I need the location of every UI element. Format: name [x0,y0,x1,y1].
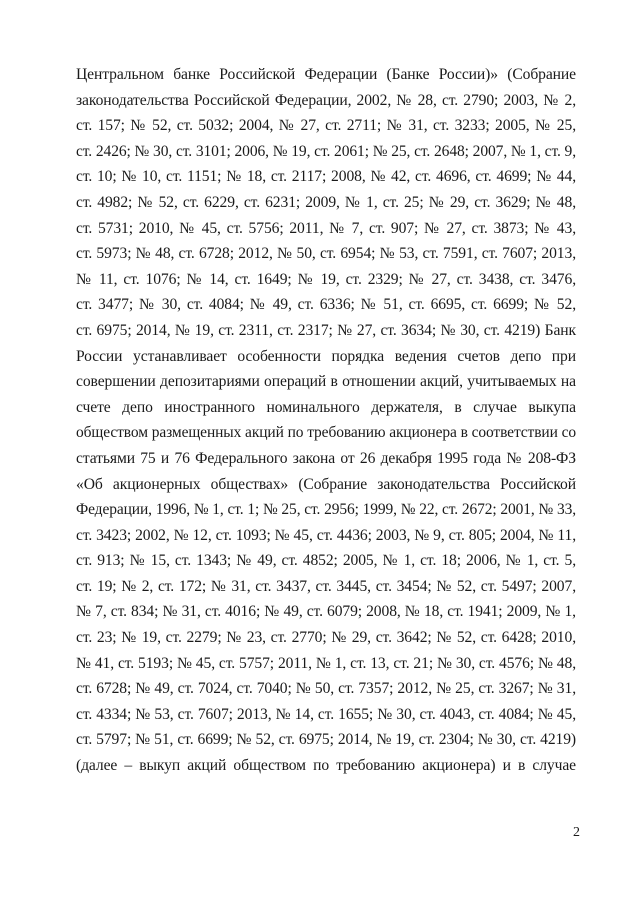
text-line: ст. 5973; № 48, ст. 6728; 2012, № 50, ст. 6954; № 53, ст. 7591, ст. 7607; 2013, [76,245,576,263]
text-line: Федерации, 1996, № 1, ст. 1; № 25, ст. 2956; 1999, № 22, ст. 2672; 2001, № 33, [76,501,576,519]
text-line: ст. 157; № 52, ст. 5032; 2004, № 27, ст. 2711; № 31, ст. 3233; 2005, № 25, [76,117,576,135]
text-line: ст. 3423; 2002, № 12, ст. 1093; № 45, ст. 4436; 2003, № 9, ст. 805; 2004, № 11, [76,526,576,544]
text-line: № 41, ст. 5193; № 45, ст. 5757; 2011, № 1, ст. 13, ст. 21; № 30, ст. 4576; № 48, [76,654,576,672]
text-line: (далее – выкуп акций обществом по требованию акционера) и в случае [76,757,576,775]
body-text [76,62,576,779]
text-line: ст. 913; № 15, ст. 1343; № 49, ст. 4852; 2005, № 1, ст. 18; 2006, № 1, ст. 5, [76,552,576,570]
text-line: России устанавливает особенности порядка ведения счетов депо при [76,347,576,365]
text-line: законодательства Российской Федерации, 2002, № 28, ст. 2790; 2003, № 2, [76,91,576,109]
text-line: № 7, ст. 834; № 31, ст. 4016; № 49, ст. 6079; 2008, № 18, ст. 1941; 2009, № 1, [76,603,576,621]
text-line: ст. 23; № 19, ст. 2279; № 23, ст. 2770; № 29, ст. 3642; № 52, ст. 6428; 2010, [76,629,576,647]
text-line: «Об акционерных обществах» (Собрание законодательства Российской [76,475,576,493]
text-line: совершении депозитариями операций в отношении акций, учитываемых на [76,373,576,391]
page-number: 2 [573,825,580,840]
text-line: ст. 5731; 2010, № 45, ст. 5756; 2011, № 7, ст. 907; № 27, ст. 3873; № 43, [76,219,576,237]
text-line: ст. 4982; № 52, ст. 6229, ст. 6231; 2009, № 1, ст. 25; № 29, ст. 3629; № 48, [76,193,576,211]
text-line: ст. 5797; № 51, ст. 6699; № 52, ст. 6975; 2014, № 19, ст. 2304; № 30, ст. 4219) [76,731,576,749]
text-line: ст. 10; № 10, ст. 1151; № 18, ст. 2117; 2008, № 42, ст. 4696, ст. 4699; № 44, [76,168,576,186]
text-line: ст. 4334; № 53, ст. 7607; 2013, № 14, ст. 1655; № 30, ст. 4043, ст. 4084; № 45, [76,705,576,723]
text-line: № 11, ст. 1076; № 14, ст. 1649; № 19, ст. 2329; № 27, ст. 3438, ст. 3476, [76,270,576,288]
text-line: ст. 6975; 2014, № 19, ст. 2311, ст. 2317; № 27, ст. 3634; № 30, ст. 4219) Банк [76,321,576,339]
text-line: статьями 75 и 76 Федерального закона от 26 декабря 1995 года № 208-ФЗ [76,449,576,467]
text-line: обществом размещенных акций по требованию акционера в соответствии со [76,424,576,442]
text-line: ст. 19; № 2, ст. 172; № 31, ст. 3437, ст. 3445, ст. 3454; № 52, ст. 5497; 2007, [76,577,576,595]
text-line: ст. 6728; № 49, ст. 7024, ст. 7040; № 50, ст. 7357; 2012, № 25, ст. 3267; № 31, [76,680,576,698]
text-line: Центральном банке Российской Федерации (Банке России)» (Собрание [76,66,576,83]
text-line: ст. 2426; № 30, ст. 3101; 2006, № 19, ст. 2061; № 25, ст. 2648; 2007, № 1, ст. 9, [76,142,576,160]
text-line: ст. 3477; № 30, ст. 4084; № 49, ст. 6336; № 51, ст. 6695, ст. 6699; № 52, [76,296,576,314]
text-line: счете депо иностранного номинального держателя, в случае выкупа [76,398,576,416]
